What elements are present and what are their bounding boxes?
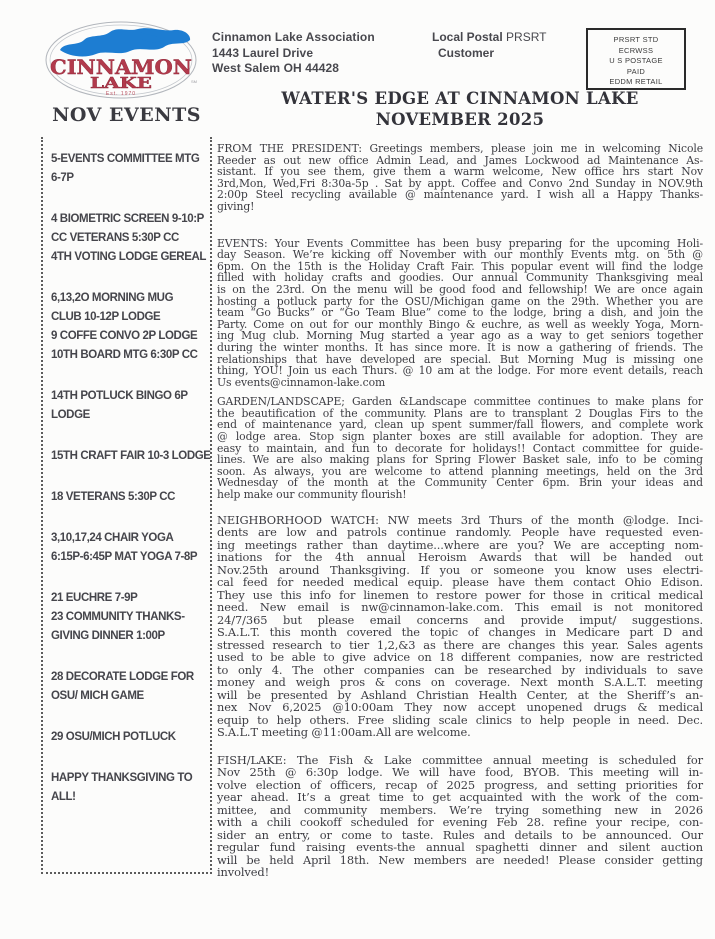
newsletter-title-line1: WATER'S EDGE AT CINNAMON LAKE [281, 89, 639, 108]
text-line: FISH/LAKE: The Fish & Lake committee annual meeting is scheduled for [217, 752, 703, 767]
newsletter-title [217, 88, 703, 130]
logo-est-text: Est. 1970 [105, 91, 137, 97]
sidebar-event-line: 4TH VOTING LODGE GEREAL [51, 251, 207, 263]
sidebar-event-line: LODGE [51, 409, 90, 421]
sidebar-event-line: 14TH POTLUCK BINGO 6P [51, 390, 188, 402]
sidebar-event-line: 28 DECORATE LODGE FOR [51, 671, 194, 683]
cinnamon-lake-logo [44, 20, 198, 100]
text-line: FROM THE PRESIDENT: Greetings members, please join me in welcoming Nicole [217, 142, 703, 155]
sidebar-event-line: HAPPY THANKSGIVING TO [51, 772, 193, 784]
text-line: GARDEN/LANDSCAPE; Garden &Landscape committee continues to make plans for [217, 395, 703, 409]
text-line: sistant. If you see them, give them a warm welcome, New office hrs start Nov [217, 165, 703, 179]
postage-line: EDDM RETAIL [609, 77, 663, 87]
article-fish-lake [217, 754, 703, 879]
text-line: hosting a potluck party for the OSU/Michigan game on the 29th. Whether you are [217, 294, 703, 308]
text-line: involved! [217, 865, 270, 880]
sidebar-event-line: 15TH CRAFT FAIR 10-3 LODGE [51, 450, 211, 462]
text-line: inations for the 4th annual Heroism Awards that will be handed out [217, 550, 703, 565]
text-line: need. New email is nw@cinnamon-lake.com. This email is not monitored [217, 600, 703, 615]
sidebar-event-group [51, 488, 210, 507]
recipient-block [432, 30, 546, 61]
text-line: filled with holiday crafts and goodies. Our annual Community Thanksgiving meal [217, 271, 703, 285]
newsletter-title-line2: NOVEMBER 2025 [375, 110, 545, 129]
text-line: regular fund raising events-the annual spaghetti dinner and silent auction [217, 840, 703, 855]
text-line: Nov.25th around Thanksgiving. If you or someone you know uses electri- [217, 562, 703, 577]
sidebar-event-line: 3,10,17,24 CHAIR YOGA [51, 532, 174, 544]
sidebar-event-line: CLUB 10-12P LODGE [51, 311, 161, 323]
recipient-line1-rest: PRSRT [502, 30, 547, 44]
text-line: help make our community flourish! [217, 488, 407, 502]
sidebar-event-line: 6:15P-6:45P MAT YOGA 7-8P [51, 551, 198, 563]
text-line: volve election of officers, recap of 2025 progress, and setting priorities for [217, 777, 703, 792]
article-events [217, 238, 703, 389]
text-line: soon. As always, you are welcome to attend planning meetings, held on the 3rd [217, 464, 703, 478]
text-line: EVENTS: Your Events Committee has been busy preparing for the upcoming Holi- [217, 236, 703, 250]
text-line: day Season. We’re kicking off November with our monthly Events mtg. on 5th @ [217, 248, 703, 262]
logo-sm-mark: SM [191, 79, 197, 84]
text-line: relationships that have developed are special. But Morning Mug is missing one [217, 352, 703, 366]
sidebar-event-group [51, 668, 210, 706]
text-line: is on the 23rd. On the menu will be good food and fellowship! We are once again [217, 282, 703, 296]
text-line: 24/7/365 but please email concerns and provide imput/ suggestions. [217, 612, 703, 627]
text-line: ing Mug club. Morning Mug started a year ago as a way to get seniors together [217, 329, 703, 343]
sidebar-event-group [51, 769, 210, 807]
text-line: nex Nov 6,2025 @10:00am They now accept unopened drugs & medical [217, 700, 703, 715]
sidebar-event-group [51, 210, 210, 267]
sidebar-event-line: 10TH BOARD MTG 6:30P CC [51, 349, 198, 361]
text-line: Reeder as out new office Admin Lead, and James Lockwood ad Maintenance As- [217, 153, 703, 167]
text-line: used to be able to give advice on 18 different companies, now are restricted [217, 650, 703, 665]
sidebar-event-line: 5-EVENTS COMMITTEE MTG [51, 153, 200, 165]
lake-shape-icon [60, 28, 190, 56]
text-line: Party. Come on out for our monthly Bingo & euchre, as well as weekly Yoga, Morn- [217, 317, 703, 331]
text-line: sider an entry, or come to taste. Rules and details to be announced. Our [217, 827, 703, 842]
sidebar-event-line: 4 BIOMETRIC SCREEN 9-10:P [51, 213, 204, 225]
postage-line: ECRWSS [618, 45, 654, 55]
text-line: equip to help others. Free sliding scale clinics to help people in need. Dec. [217, 712, 703, 727]
sidebar-event-line: 18 VETERANS 5:30P CC [51, 491, 176, 503]
text-line: to only 4. The other companies can be researched by individuals to save [217, 662, 703, 677]
text-line: S.A.L.T meeting @11:00am.All are welcome. [217, 725, 471, 740]
text-line: money and weigh pros & cons on coverage. Next month S.A.L.T. meeting [217, 675, 703, 690]
sidebar-event-group [51, 289, 210, 365]
sidebar-event-line: 9 COFFE CONVO 2P LODGE [51, 330, 198, 342]
postage-line: PAID [626, 66, 646, 76]
recipient-line-2: Customer [438, 45, 495, 60]
sidebar-event-line: 29 OSU/MICH POTLUCK [51, 731, 176, 743]
sender-line: 1443 Laurel Drive [212, 45, 314, 60]
sidebar-event-group [51, 150, 210, 188]
text-line: year ahead. It’s a great time to get acquainted with the work of the com- [217, 790, 703, 805]
sidebar-event-line: 23 COMMUNITY THANKS- [51, 611, 185, 623]
sidebar-event-group [51, 589, 210, 646]
text-line: team “Go Bucks” or “Go Team Blue” come to the lodge, bring a dish, and join the [217, 306, 703, 320]
sidebar-event-group [51, 447, 210, 466]
sidebar-event-line: CC VETERANS 5:30P CC [51, 232, 179, 244]
text-line: mittee, and community members. We’re trying something new in 2026 [217, 802, 703, 817]
recipient-line1-bold: Local Postal [432, 30, 503, 44]
text-line: S.A.L.T. this month covered the topic of changes in Medicare part D and [217, 625, 703, 640]
text-line: will be held April 18th. New members are needed! Please consider getting [217, 852, 703, 867]
postage-line: U S POSTAGE [609, 56, 663, 66]
article-neighborhood-watch [217, 514, 703, 739]
text-line: 3rd,Mon, Wed,Fri 8:30a-5p . Sat by appt. Coffee and Convo 2nd Sunday in NOV.9th [217, 176, 703, 190]
logo-word-cinnamon: CINNAMON [50, 55, 192, 79]
sidebar-event-line: GIVING DINNER 1:00P [51, 630, 165, 642]
postage-permit-box [586, 28, 686, 90]
text-line: They use this info for linemen to restore power for those in critical medical [217, 587, 703, 602]
text-line: the beautification of the community. Plans are to transplant 2 Douglas Firs to the [217, 406, 703, 420]
sidebar-event-group [51, 387, 210, 425]
sidebar-event-line: 6,13,2O MORNING MUG [51, 292, 174, 304]
text-line: dents are low and patrols continue randomly. People have requested even- [217, 525, 703, 540]
article-from-the-president [217, 143, 703, 213]
recipient-line-1 [432, 30, 546, 46]
text-line: cal feed for needed medical equip. please have them contact Ohio Edison. [217, 575, 703, 590]
sidebar-heading: NOV EVENTS [52, 104, 201, 126]
text-line: with a chili cookoff scheduled for evening Feb 28. refine your recipe, con- [217, 815, 703, 830]
text-line: NEIGHBORHOOD WATCH: NW meets 3rd Thurs of the month @lodge. Inci- [217, 512, 703, 527]
sender-line: Cinnamon Lake Association [212, 30, 375, 44]
sidebar-event-line: OSU/ MICH GAME [51, 690, 144, 702]
text-line: easy to maintain, and fun to decorate for holidays!! Contact committee for guide- [217, 441, 703, 455]
text-line: Nov 25th @ 6:30p lodge. We will have food, BYOB. This meeting will in- [217, 765, 703, 780]
sidebar-event-line: 6-7P [51, 172, 74, 184]
sidebar-event-line: 21 EUCHRE 7-9P [51, 592, 138, 604]
logo-word-lake: LAKE [90, 74, 152, 92]
text-line: ing meetings rather than daytime...where are you? We are accepting nom- [217, 537, 703, 552]
text-line: 6pm. On the 15th is the Holiday Craft Fair. This popular event will find the lodge [217, 259, 703, 273]
text-line: lines. We are also making plans for Spring Flower Basket sale, info to be coming [217, 453, 703, 467]
text-line: giving! [217, 199, 255, 213]
sender-address-block [212, 30, 375, 77]
text-line: 2:00p Steel recycling available @ maintenance yard. I wish all a Happy Thanks- [217, 188, 703, 202]
text-line: stressed research to tier 1,2,&3 as there are changes this year. Sales agents [217, 637, 703, 652]
sidebar-event-group [51, 728, 210, 747]
sidebar-event-group [51, 529, 210, 567]
text-line: Us events@cinnamon-lake.com [217, 375, 386, 389]
text-line: will be presented by Ashland Christian Health Center, at the Sheriff’s an- [217, 687, 703, 702]
text-line: during the winter months. It has since more. It is now a gathering of friends. The [217, 340, 703, 354]
text-line: @ lodge area. Stop sign planter boxes are still available for adoption. They are [217, 430, 703, 444]
sender-line: West Salem OH 44428 [212, 61, 340, 75]
articles-column [217, 138, 703, 879]
text-line: Wednesday of the month at the Community Center 6pm. Brin your ideas and [217, 476, 703, 490]
events-sidebar [41, 137, 212, 874]
article-garden-landscape [217, 396, 703, 500]
postage-line: PRSRT STD [613, 35, 659, 44]
sidebar-event-line: ALL! [51, 791, 76, 803]
text-line: thing, YOU! Join us each Thurs. @ 10 am at the lodge. For more event details, reach [217, 364, 703, 378]
text-line: end of maintenance yard, clean up spent summer/fall flowers, and complete work [217, 418, 703, 432]
